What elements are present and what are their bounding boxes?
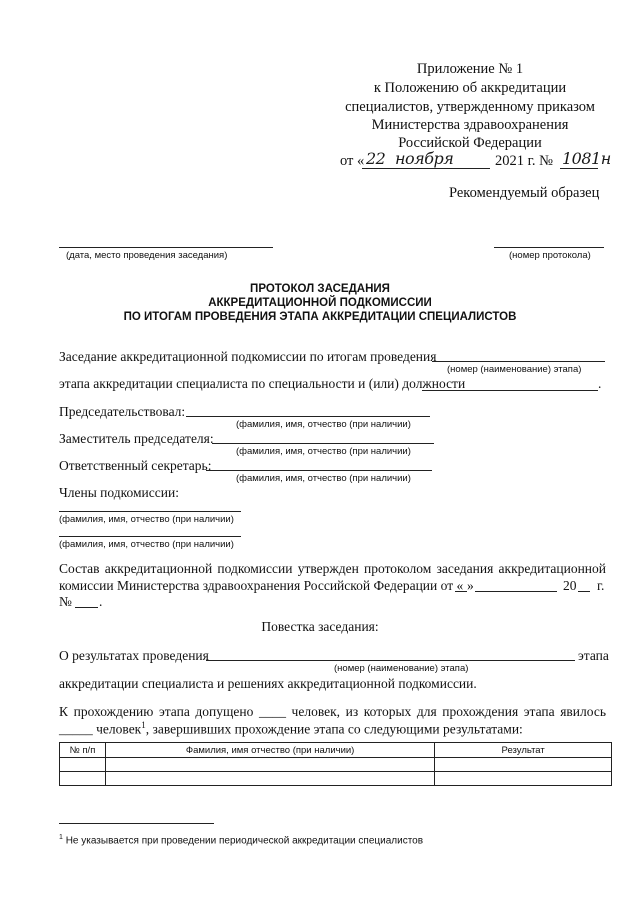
chair-field-line bbox=[186, 416, 430, 417]
appendix-number: Приложение № 1 bbox=[416, 61, 524, 77]
deputy-field-line bbox=[212, 443, 434, 444]
table-cell bbox=[105, 772, 434, 786]
protocol-title-line-1: ПРОТОКОЛ ЗАСЕДАНИЯ bbox=[250, 283, 390, 295]
col-result-header: Результат bbox=[435, 743, 612, 758]
secretary-field-line bbox=[206, 470, 432, 471]
meeting-line-2: этапа аккредитации специалиста по специальности и (или) должности bbox=[59, 376, 466, 391]
composition-line-2-d: г. bbox=[597, 578, 605, 593]
footnote-ref: 1 bbox=[141, 720, 146, 730]
composition-day-line bbox=[455, 591, 467, 592]
deputy-label: Заместитель председателя: bbox=[59, 431, 214, 446]
member-2-caption: (фамилия, имя, отчество (при наличии) bbox=[59, 539, 234, 550]
table-row bbox=[60, 758, 612, 772]
member-2-line bbox=[59, 536, 241, 537]
agenda-line-1-b: этапа bbox=[578, 648, 609, 663]
deputy-caption: (фамилия, имя, отчество (при наличии) bbox=[236, 446, 411, 457]
order-date-prefix: от « bbox=[340, 153, 365, 169]
date-place-line bbox=[59, 247, 273, 248]
protocol-number-caption: (номер протокола) bbox=[509, 250, 591, 261]
admission-line-1: К прохождению этапа допущено ____ человек, из которых для прохождения этапа явилось bbox=[59, 704, 606, 719]
composition-month-line bbox=[475, 591, 557, 592]
date-place-caption: (дата, место проведения заседания) bbox=[66, 250, 228, 261]
order-year-number: 2021 г. № bbox=[495, 153, 554, 169]
header-line-2: к Положению об аккредитации bbox=[373, 80, 567, 96]
header-line-3: специалистов, утвержденному приказом bbox=[345, 99, 595, 115]
footnote bbox=[59, 834, 423, 846]
footnote-text: Не указывается при проведении периодической аккредитации специалистов bbox=[65, 835, 424, 847]
protocol-title-line-3: ПО ИТОГАМ ПРОВЕДЕНИЯ ЭТАПА АККРЕДИТАЦИИ СПЕЦИАЛИСТОВ bbox=[123, 311, 517, 323]
table-cell bbox=[60, 772, 106, 786]
stage-caption: (номер (наименование) этапа) bbox=[447, 364, 582, 375]
order-number: 1081н bbox=[562, 149, 611, 168]
agenda-title: Повестка заседания: bbox=[261, 619, 379, 634]
header-line-4: Министерства здравоохранения bbox=[371, 117, 569, 133]
table-row bbox=[60, 772, 612, 786]
footnote-mark: 1 bbox=[59, 834, 63, 841]
results-table bbox=[59, 742, 612, 786]
secretary-caption: (фамилия, имя, отчество (при наличии) bbox=[236, 473, 411, 484]
composition-line-2-b: » bbox=[467, 578, 474, 593]
recommended-sample: Рекомендуемый образец bbox=[449, 185, 600, 201]
composition-line-1: Состав аккредитационной подкомиссии утвержден протоколом заседания аккредитационной bbox=[59, 561, 606, 576]
table-cell bbox=[435, 758, 612, 772]
order-date-day: 22 bbox=[366, 149, 386, 168]
secretary-label: Ответственный секретарь: bbox=[59, 458, 212, 473]
admission-line-2-b: , завершивших прохождение этапа со следующими результатами: bbox=[145, 721, 523, 737]
protocol-number-line bbox=[494, 247, 604, 248]
table-header-row bbox=[60, 743, 612, 758]
composition-line-3-a: № bbox=[59, 594, 72, 609]
table-cell bbox=[60, 758, 106, 772]
order-number-underline bbox=[560, 168, 598, 169]
specialty-field-line bbox=[422, 390, 598, 391]
table-cell bbox=[435, 772, 612, 786]
header-line-5: Российской Федерации bbox=[398, 135, 542, 151]
composition-line-2-a: комиссии Министерства здравоохранения Российской Федерации от « bbox=[59, 578, 464, 593]
composition-year-line bbox=[578, 591, 590, 592]
composition-number-line bbox=[75, 607, 98, 608]
protocol-title-line-2: АККРЕДИТАЦИОННОЙ ПОДКОМИССИИ bbox=[208, 297, 432, 309]
members-label: Члены подкомиссии: bbox=[59, 485, 179, 500]
table-cell bbox=[105, 758, 434, 772]
agenda-stage-caption: (номер (наименование) этапа) bbox=[334, 663, 469, 674]
composition-line-3-b: . bbox=[99, 594, 103, 609]
chair-label: Председательствовал: bbox=[59, 404, 186, 419]
col-number-header: № п/п bbox=[60, 743, 106, 758]
stage-field-line bbox=[432, 361, 605, 362]
meeting-line-2-end: . bbox=[598, 376, 602, 391]
footnote-separator bbox=[59, 823, 214, 824]
col-fio-header: Фамилия, имя отчество (при наличии) bbox=[105, 743, 434, 758]
admission-line-2-a: _____ человек bbox=[59, 721, 142, 737]
admission-line-2 bbox=[59, 720, 523, 738]
chair-caption: (фамилия, имя, отчество (при наличии) bbox=[236, 419, 411, 430]
agenda-line-1-a: О результатах проведения bbox=[59, 648, 209, 663]
member-1-caption: (фамилия, имя, отчество (при наличии) bbox=[59, 514, 234, 525]
order-date-underline bbox=[362, 168, 490, 169]
agenda-line-2: аккредитации специалиста и решениях аккредитационной подкомиссии. bbox=[59, 676, 477, 691]
composition-line-2-c: 20 bbox=[563, 578, 577, 593]
member-1-line bbox=[59, 511, 241, 512]
meeting-line-1: Заседание аккредитационной подкомиссии по итогам проведения bbox=[59, 349, 437, 364]
order-date-month: ноября bbox=[395, 149, 454, 168]
agenda-stage-line bbox=[206, 660, 575, 661]
